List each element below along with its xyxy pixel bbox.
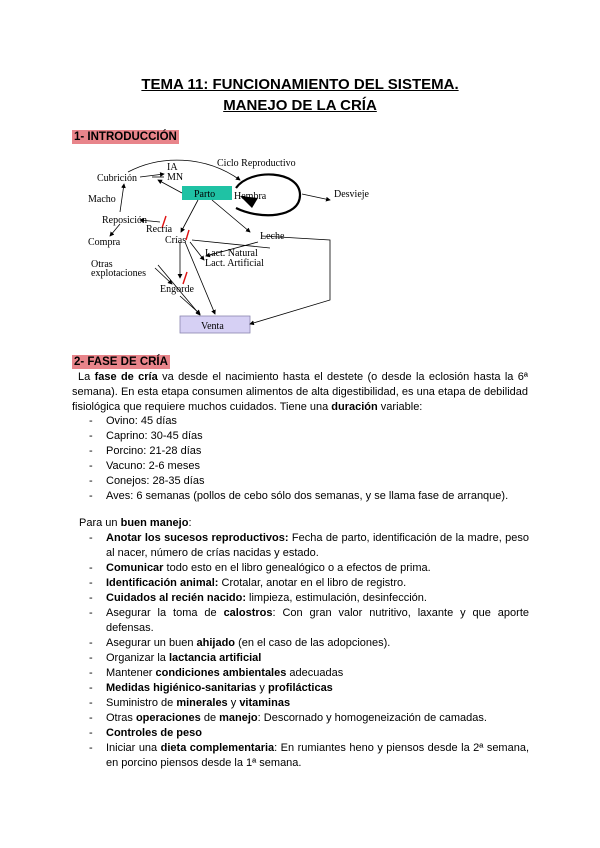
label-macho: Macho xyxy=(88,194,116,205)
list-item: - Iniciar una dieta complementaria: En rumiantes heno y piensos desde la 2ª semana, en porcino piensos desde la 1ª semana. xyxy=(89,741,529,771)
production-cycle-diagram xyxy=(0,150,600,340)
section-heading-fase-de-cria: 2- FASE DE CRÍA xyxy=(74,356,168,368)
label-hembra: Hembra xyxy=(234,191,267,202)
list-item: - Cuidados al recién nacido: limpieza, estimulación, desinfección. xyxy=(89,591,529,606)
list-item: - Caprino: 30-45 días xyxy=(89,429,529,444)
arrow-crias-lactancia xyxy=(190,242,204,260)
label-recria: Recría xyxy=(146,224,173,235)
label-engorde: Engorde xyxy=(160,284,194,295)
label-leche: Leche xyxy=(260,231,285,242)
line-crias-lact xyxy=(192,240,270,248)
page-title-line1: TEMA 11: FUNCIONAMIENTO DEL SISTEMA. xyxy=(141,76,459,93)
manejo-list xyxy=(89,531,529,771)
arrow-parto-leche xyxy=(212,200,250,232)
label-compra: Compra xyxy=(88,237,121,248)
list-item: - Suministro de minerales y vitaminas xyxy=(89,696,529,711)
arrow-parto-crias xyxy=(181,200,198,232)
list-item: - Ovino: 45 días xyxy=(89,414,529,429)
page-title-line2: MANEJO DE LA CRÍA xyxy=(223,97,377,114)
arrow-leche-venta xyxy=(250,236,330,324)
list-item: - Asegurar un buen ahijado (en el caso de las adopciones). xyxy=(89,636,529,651)
arrow-reposicion-cubricion xyxy=(120,184,124,212)
list-item: - Mantener condiciones ambientales adecuadas xyxy=(89,666,529,681)
list-item: - Organizar la lactancia artificial xyxy=(89,651,529,666)
intro-paragraph: La fase de cría va desde el nacimiento hasta el destete (o desde la eclosión hasta la 6ª semana). En esta etapa consumen alimentos de alta digestibilidad, es una etapa de debilidad fisiológica que requiere muchos cuidados. Tiene una duración variable: xyxy=(72,371,528,413)
label-lact-artificial: Lact. Artificial xyxy=(205,258,264,269)
label-desvieje: Desvieje xyxy=(334,189,369,200)
label-mn: MN xyxy=(167,172,184,183)
list-item: - Porcino: 21-28 días xyxy=(89,444,529,459)
label-venta: Venta xyxy=(201,321,224,332)
red-marker-crias xyxy=(186,230,189,240)
list-item: - Comunicar todo esto en el libro genealógico o a efectos de prima. xyxy=(89,561,529,576)
duration-list xyxy=(89,414,529,504)
label-ia: IA xyxy=(167,162,178,173)
list-item: - Aves: 6 semanas (pollos de cebo sólo dos semanas, y se llama fase de arranque). xyxy=(89,489,529,504)
list-item: - Asegurar la toma de calostros: Con gran valor nutritivo, laxante y que aporte defensas. xyxy=(89,606,529,636)
arrow-cubricion-ia xyxy=(140,174,164,177)
label-cubricion: Cubrición xyxy=(97,173,137,184)
label-reposicion: Reposición xyxy=(102,215,147,226)
label-lact-natural: Lact. Natural xyxy=(205,248,258,259)
red-marker-engorde xyxy=(183,272,187,284)
section-heading-introduccion: 1- INTRODUCCIÓN xyxy=(74,131,177,143)
label-crias: Crías xyxy=(165,235,187,246)
label-ciclo-reproductivo: Ciclo Reproductivo xyxy=(217,158,296,169)
manejo-intro: Para un buen manejo: xyxy=(79,517,192,529)
list-item: - Conejos: 28-35 días xyxy=(89,474,529,489)
arrow-otras-engorde xyxy=(155,268,172,284)
label-parto: Parto xyxy=(194,189,216,200)
label-otras: Otras xyxy=(91,259,113,270)
list-item: - Vacuno: 2-6 meses xyxy=(89,459,529,474)
list-item: - Medidas higiénico-sanitarias y profilácticas xyxy=(89,681,529,696)
label-explotaciones: explotaciones xyxy=(91,268,146,279)
list-item: - Anotar los sucesos reproductivos: Fecha de parto, identificación de la madre, peso al nacer, número de crías nacidas y estado. xyxy=(89,531,529,561)
list-item: - Controles de peso xyxy=(89,726,529,741)
arrow-hembra-desvieje xyxy=(302,194,330,200)
list-item: - Otras operaciones de manejo: Descornado y homogeneización de camadas. xyxy=(89,711,529,726)
list-item: - Identificación animal: Crotalar, anotar en el libro de registro. xyxy=(89,576,529,591)
